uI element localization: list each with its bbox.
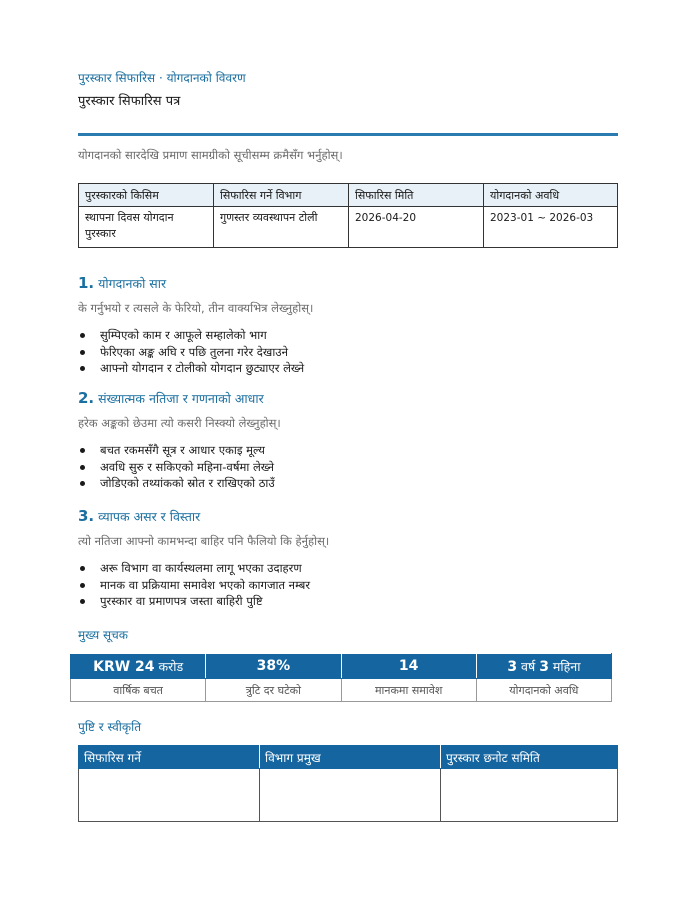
section-2-list — [78, 442, 275, 492]
info-header-award-type: पुरस्कारको किसिम — [79, 184, 214, 207]
info-header-period: योगदानको अवधि — [484, 184, 618, 207]
info-header-department: सिफारिस गर्ने विभाग — [214, 184, 349, 207]
section-1-heading — [78, 274, 166, 292]
section-2-number: 2. — [78, 389, 95, 407]
info-table — [78, 183, 618, 248]
intro-text: योगदानको सारदेखि प्रमाण सामग्रीको सूचीसम्म क्रमैसँग भर्नुहोस्। — [78, 148, 343, 162]
approval-header-recommender: सिफारिस गर्ने — [79, 746, 260, 769]
section-3-title: व्यापक असर र विस्तार — [98, 509, 201, 524]
info-cell-date[interactable]: 2026-04-20 — [349, 207, 484, 248]
kpi-value-period: 3 वर्ष 3 महिना — [476, 654, 611, 679]
kpi-value-error-rate: 38% — [206, 654, 341, 679]
section-2-title: संख्यात्मक नतिजा र गणनाको आधार — [98, 391, 264, 406]
section-1-title: योगदानको सार — [98, 276, 167, 291]
kpi-heading: मुख्य सूचक — [78, 628, 128, 642]
info-header-date: सिफारिस मिति — [349, 184, 484, 207]
section-1-list — [78, 327, 304, 377]
section-3-heading — [78, 507, 200, 525]
section-3-list — [78, 560, 310, 610]
kpi-table — [70, 653, 612, 702]
list-item: जोडिएको तथ्यांकको स्रोत र राखिएको ठाउँ — [78, 475, 275, 492]
section-3-number: 3. — [78, 507, 95, 525]
list-item: आफ्नो योगदान र टोलीको योगदान छुट्याएर लेख्ने — [78, 360, 304, 377]
approval-heading: पुष्टि र स्वीकृति — [78, 720, 142, 734]
list-item: सुम्पिएको काम र आफूले सम्हालेको भाग — [78, 327, 304, 344]
doc-title: पुरस्कार सिफारिस पत्र — [78, 94, 181, 109]
signature-cell-committee[interactable] — [441, 769, 618, 822]
list-item: बचत रकमसँगै सूत्र र आधार एकाइ मूल्य — [78, 442, 275, 459]
kpi-label-standards: मानकमा समावेश — [341, 679, 476, 702]
info-cell-award-type[interactable]: स्थापना दिवस योगदान पुरस्कार — [79, 207, 214, 248]
doc-eyebrow: पुरस्कार सिफारिस · योगदानको विवरण — [78, 71, 246, 85]
list-item: अवधि सुरु र सकिएको महिना-वर्षमा लेख्ने — [78, 459, 275, 476]
approval-header-dept-head: विभाग प्रमुख — [260, 746, 441, 769]
kpi-value-standards: 14 — [341, 654, 476, 679]
section-2-desc: हरेक अङ्कको छेउमा त्यो कसरी निस्क्यो लेख्नुहोस्। — [78, 416, 281, 430]
kpi-value-savings: KRW 24 करोड — [71, 654, 206, 679]
info-cell-department[interactable]: गुणस्तर व्यवस्थापन टोली — [214, 207, 349, 248]
signature-cell-recommender[interactable] — [79, 769, 260, 822]
approval-header-committee: पुरस्कार छनोट समिति — [441, 746, 618, 769]
list-item: पुरस्कार वा प्रमाणपत्र जस्ता बाहिरी पुष्टि — [78, 593, 310, 610]
kpi-label-savings: वार्षिक बचत — [71, 679, 206, 702]
section-1-number: 1. — [78, 274, 95, 292]
list-item: मानक वा प्रक्रियामा समावेश भएको कागजात नम्बर — [78, 577, 310, 594]
list-item: अरू विभाग वा कार्यस्थलमा लागू भएका उदाहरण — [78, 560, 310, 577]
info-cell-period[interactable]: 2023-01 ~ 2026-03 — [484, 207, 618, 248]
kpi-label-period: योगदानको अवधि — [476, 679, 611, 702]
list-item: फेरिएका अङ्क अघि र पछि तुलना गरेर देखाउने — [78, 344, 304, 361]
title-divider — [78, 133, 618, 136]
signature-cell-dept-head[interactable] — [260, 769, 441, 822]
kpi-label-error-rate: त्रुटि दर घटेको — [206, 679, 341, 702]
section-1-desc: के गर्नुभयो र त्यसले के फेरियो, तीन वाक्यभित्र लेख्नुहोस्। — [78, 301, 314, 315]
approval-table — [78, 745, 618, 822]
section-2-heading — [78, 389, 264, 407]
section-3-desc: त्यो नतिजा आफ्नो कामभन्दा बाहिर पनि फैलियो कि हेर्नुहोस्। — [78, 534, 330, 548]
